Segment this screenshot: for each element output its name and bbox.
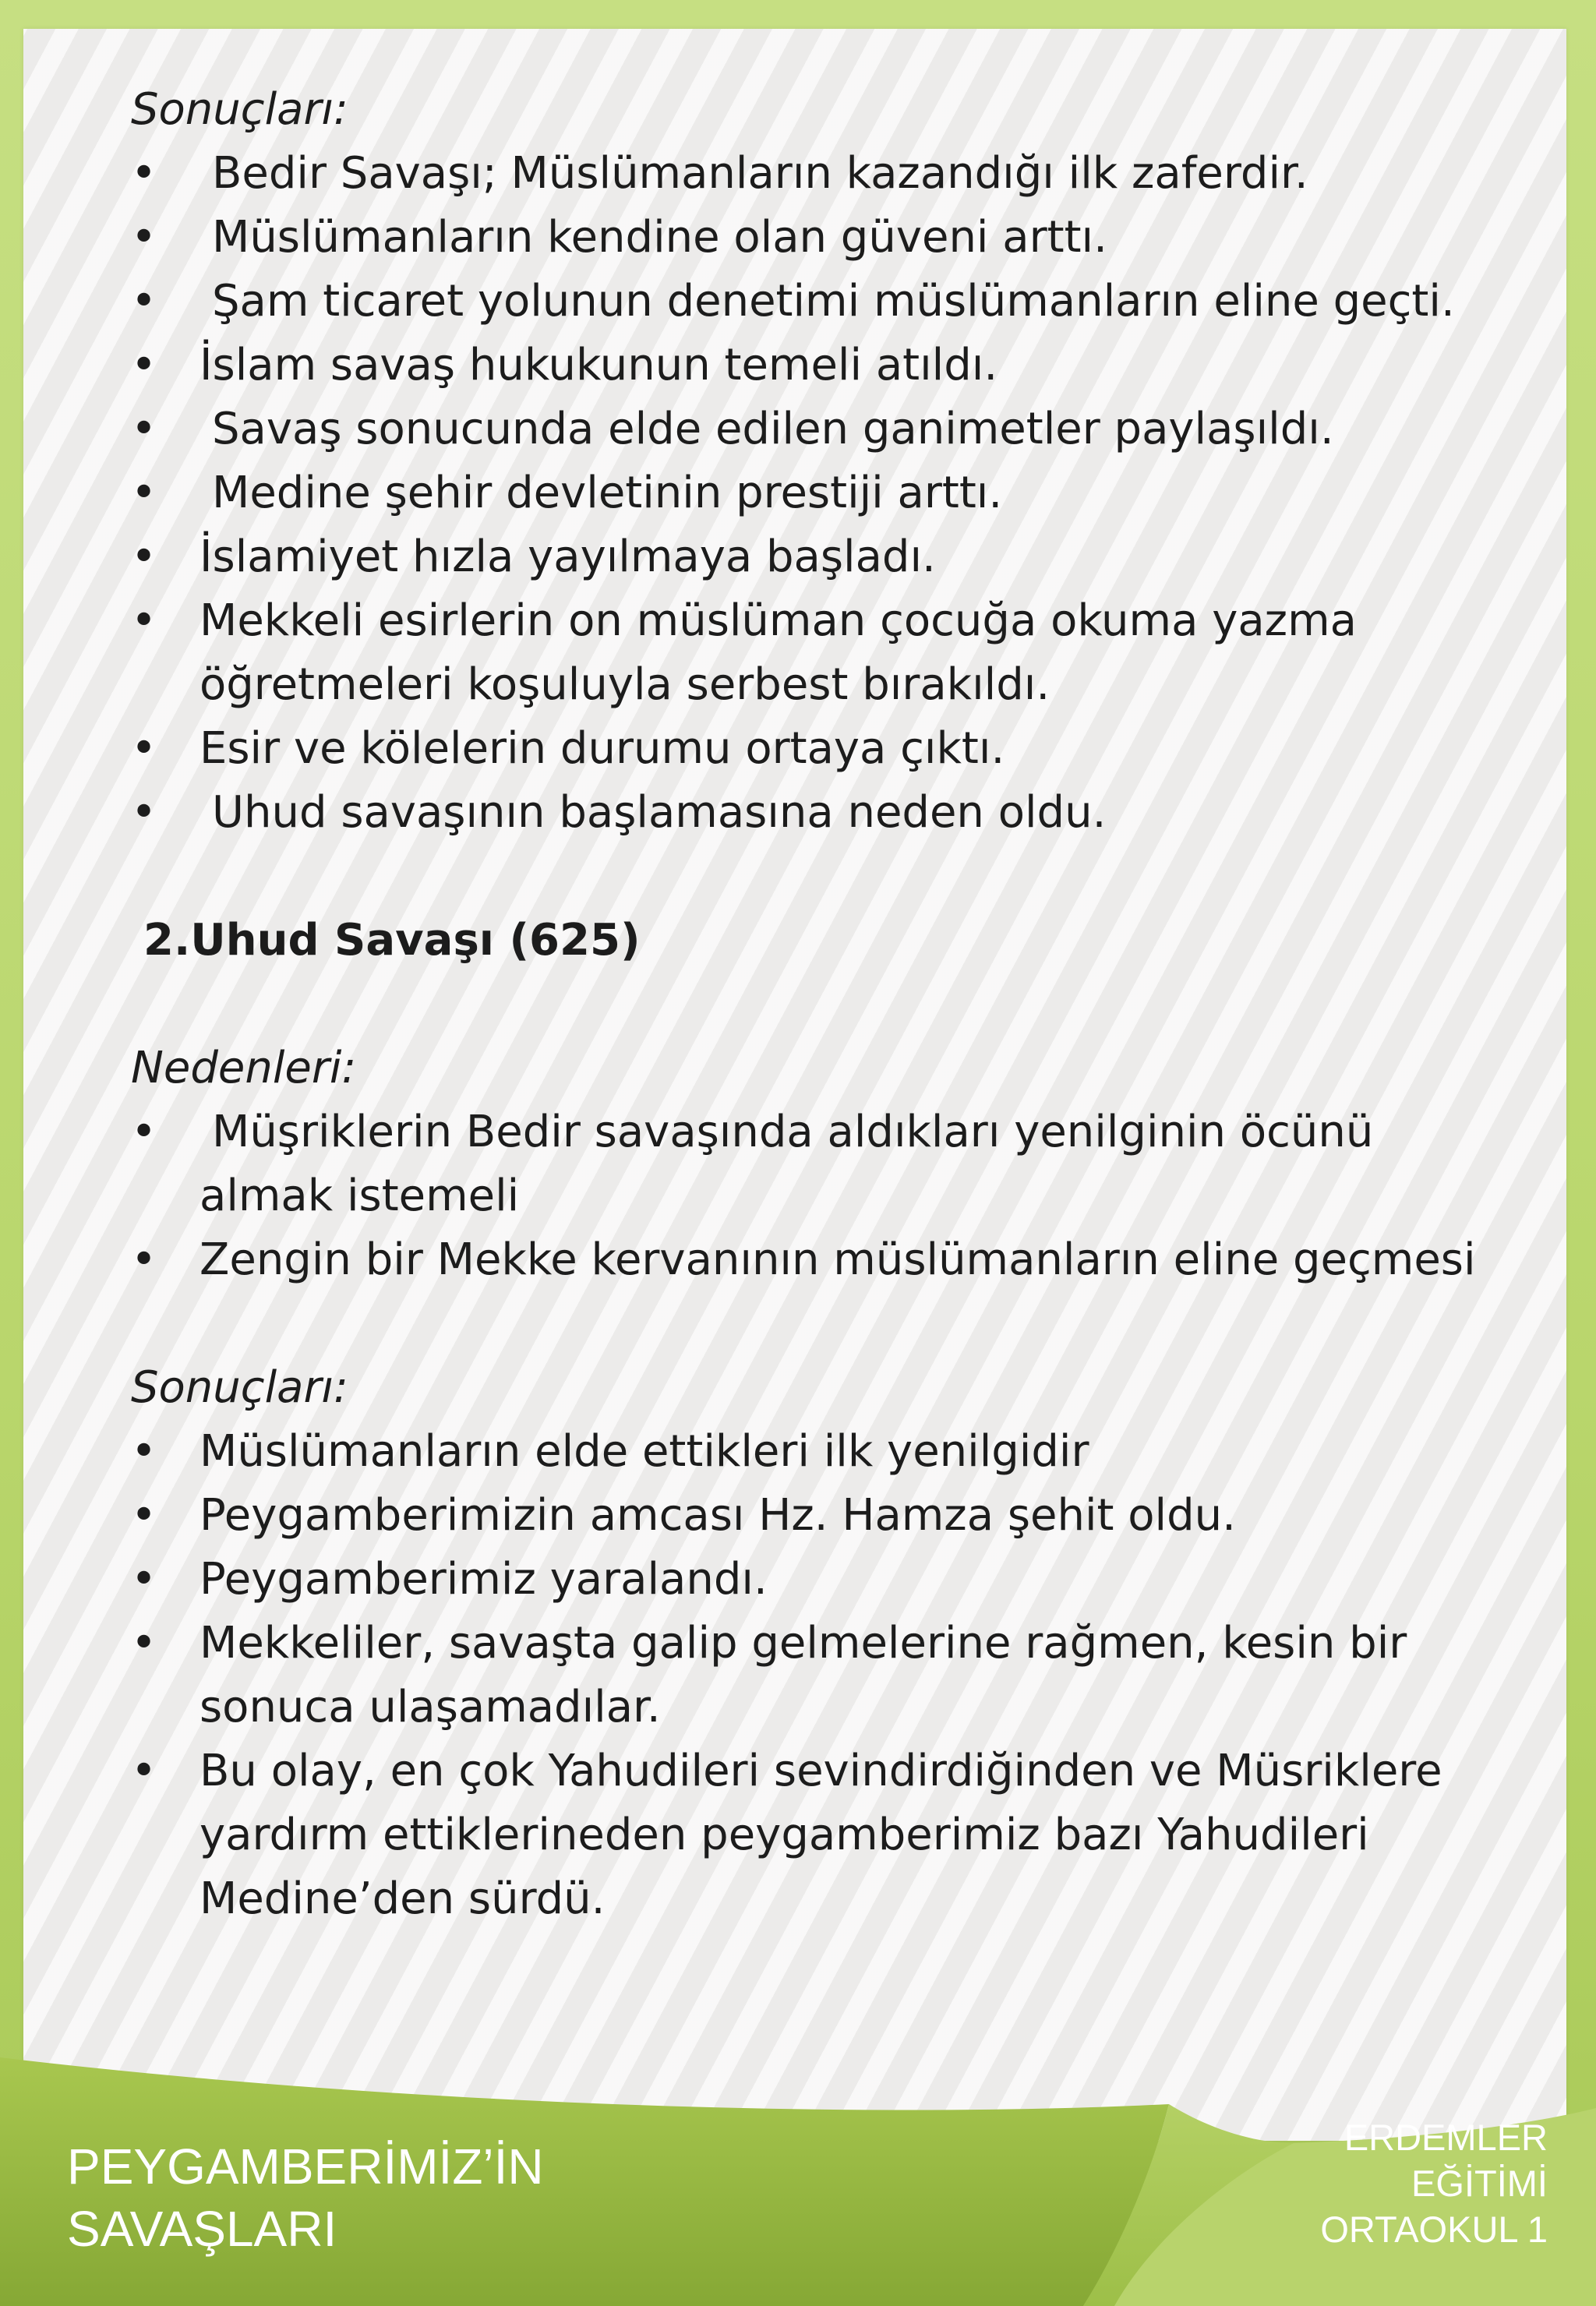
bullet-icon: • — [131, 531, 157, 582]
list-item: • Mekkeliler, savaşta galip gelmelerine rağmen, kesin bir sonuca ulaşamadılar. — [131, 1612, 1502, 1739]
list-item: • Müşriklerin Bedir savaşında aldıkları yenilginin öcünü almak istemeli — [131, 1100, 1502, 1228]
footer-course — [1220, 2114, 1548, 2252]
bullet-icon: • — [131, 1234, 157, 1285]
list-item: • Müslümanların elde ettikleri ilk yenilgidir — [131, 1420, 1502, 1484]
list-item: • İslamiyet hızla yayılmaya başladı. — [131, 525, 1502, 589]
list-item: • Bedir Savaşı; Müslümanların kazandığı ilk zaferdir. — [131, 142, 1502, 206]
bullet-icon: • — [131, 404, 157, 454]
bullet-icon: • — [131, 468, 157, 518]
bullet-icon: • — [131, 1746, 157, 1796]
footer-course-line-2: EĞİTİMİ — [1411, 2163, 1548, 2204]
list-item: • Savaş sonucunda elde edilen ganimetler paylaşıldı. — [131, 397, 1502, 461]
bullet-icon: • — [131, 340, 157, 390]
list-item: • İslam savaş hukukunun temeli atıldı. — [131, 334, 1502, 397]
bullet-icon: • — [131, 723, 157, 774]
results-list — [131, 142, 1502, 845]
footer-course-line-1: ERDEMLER — [1344, 2117, 1548, 2158]
uhud-heading: 2.Uhud Savaşı (625) — [143, 915, 641, 966]
footer-title-line-1: PEYGAMBERİMİZ’İN — [67, 2138, 544, 2195]
bullet-icon: • — [131, 1107, 157, 1157]
results-list-2 — [131, 1420, 1502, 1931]
bullet-icon: • — [131, 1554, 157, 1605]
bullet-icon: • — [131, 1618, 157, 1669]
section-title-results-2: Sonuçları: — [131, 1362, 348, 1413]
footer-title-line-2: SAVAŞLARI — [67, 2201, 337, 2257]
bullet-icon: • — [131, 276, 157, 327]
bullet-icon: • — [131, 1426, 157, 1477]
list-item: • Bu olay, en çok Yahudileri sevindirdiğinden ve Müsriklere yardırm ettiklerineden peygamberimiz bazı Yahudileri Medine’den sürdü. — [131, 1739, 1502, 1931]
list-item: • Esir ve kölelerin durumu ortaya çıktı. — [131, 717, 1502, 781]
list-item: • Peygamberimizin amcası Hz. Hamza şehit oldu. — [131, 1484, 1502, 1548]
list-item: • Mekkeli esirlerin on müslüman çocuğa okuma yazma öğretmeleri koşuluyla serbest bırakıldı. — [131, 589, 1502, 717]
bullet-icon: • — [131, 1490, 157, 1541]
list-item: • Peygamberimiz yaralandı. — [131, 1548, 1502, 1612]
list-item: • Müslümanların kendine olan güveni arttı. — [131, 206, 1502, 270]
section-title-causes: Nedenleri: — [131, 1043, 357, 1093]
list-item: • Medine şehir devletinin prestiji arttı. — [131, 461, 1502, 525]
bullet-icon: • — [131, 595, 157, 646]
section-title-results: Sonuçları: — [131, 84, 348, 135]
footer-title — [67, 2135, 768, 2260]
list-item: • Zengin bir Mekke kervanının müslümanların eline geçmesi — [131, 1228, 1502, 1292]
causes-list — [131, 1100, 1502, 1292]
main-content — [131, 78, 1502, 1931]
list-item: • Uhud savaşının başlamasına neden oldu. — [131, 781, 1502, 845]
footer-course-line-3: ORTAOKUL 1 — [1320, 2209, 1548, 2250]
list-item: • Şam ticaret yolunun denetimi müslümanların eline geçti. — [131, 270, 1502, 334]
bullet-icon: • — [131, 787, 157, 838]
bullet-icon: • — [131, 212, 157, 263]
bullet-icon: • — [131, 148, 157, 199]
